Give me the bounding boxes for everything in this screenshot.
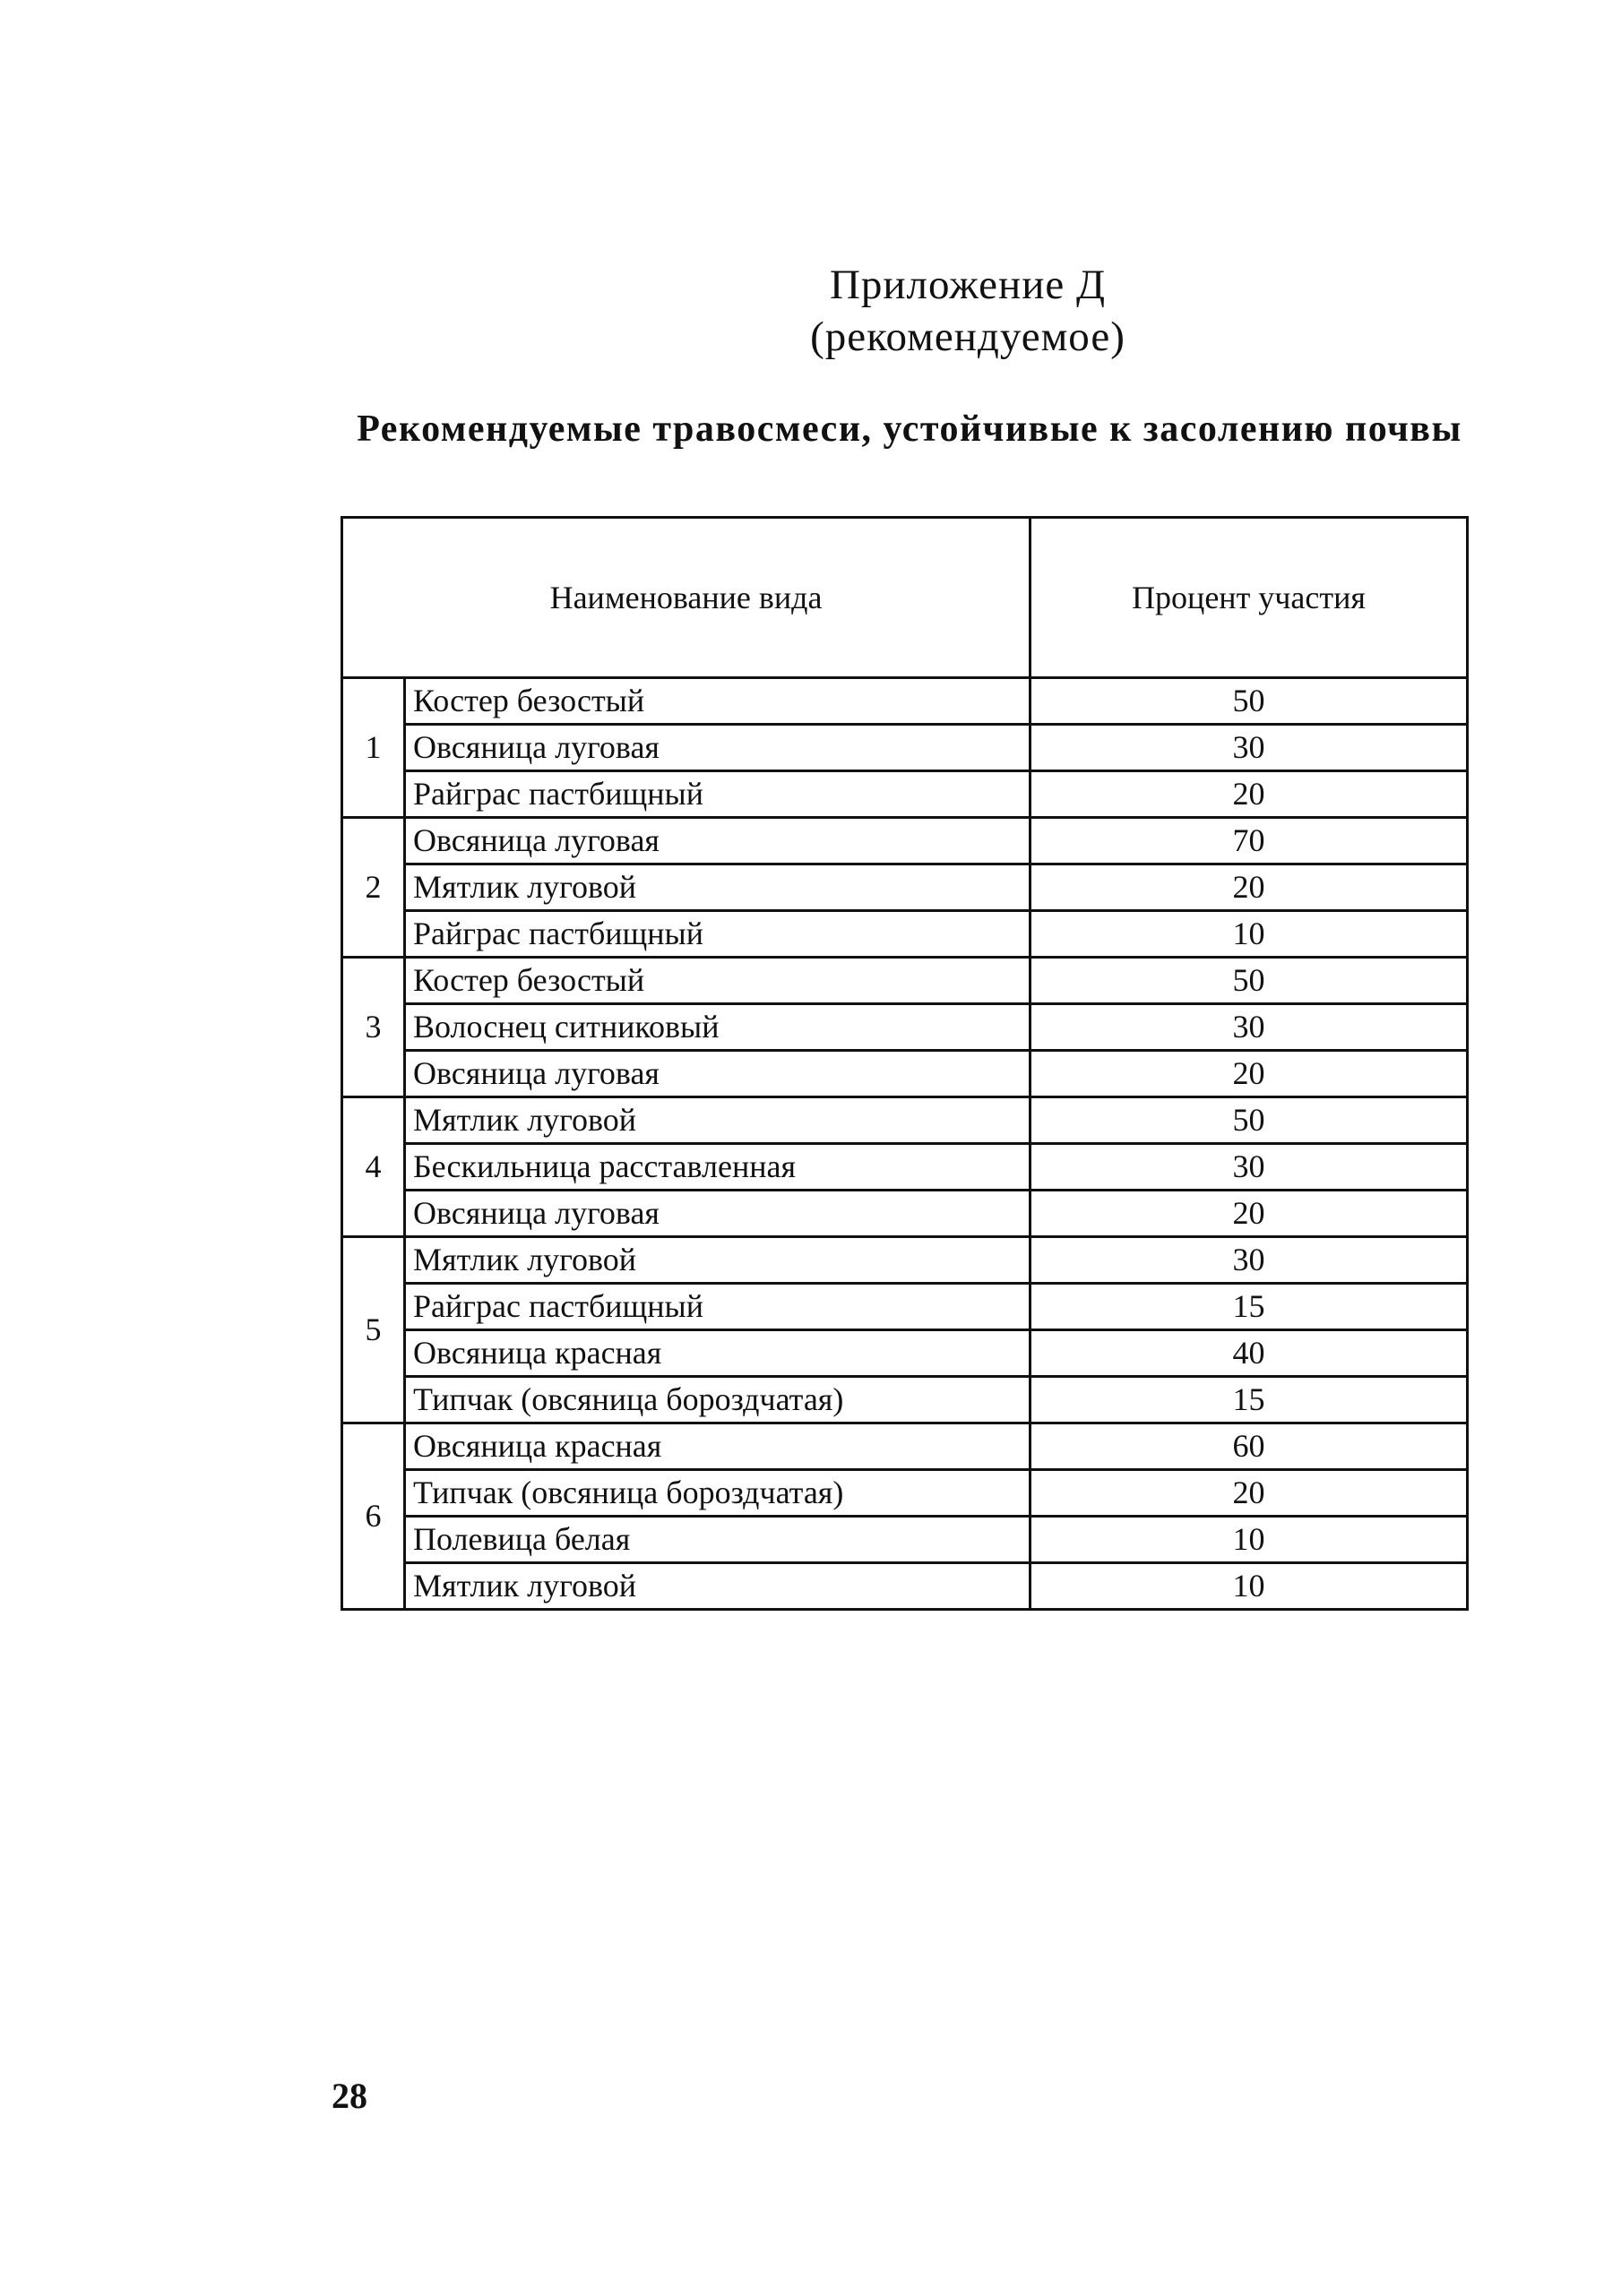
page-number: 28 [332,2076,367,2116]
species-percent-cell: 20 [1031,771,1468,818]
species-name-cell: Костер безостый [405,678,1031,725]
header-species: Наименование вида [342,518,1031,678]
species-percent-cell: 30 [1031,1144,1468,1191]
species-percent-cell: 20 [1031,1051,1468,1097]
species-percent-cell: 20 [1031,1470,1468,1517]
table-row [342,1330,1468,1377]
table-row [342,1097,1468,1144]
table-row [342,678,1468,725]
species-name-cell: Овсяница красная [405,1330,1031,1377]
species-name-cell: Райграс пастбищный [405,911,1031,958]
species-percent-cell: 50 [1031,678,1468,725]
species-name-cell: Овсяница луговая [405,818,1031,864]
table-row [342,1377,1468,1423]
table-row [342,1191,1468,1237]
species-name-cell: Бескильница расставленная [405,1144,1031,1191]
grass-mix-table [341,516,1469,1611]
species-percent-cell: 30 [1031,1004,1468,1051]
species-name-cell: Райграс пастбищный [405,771,1031,818]
species-percent-cell: 40 [1031,1330,1468,1377]
species-name-cell: Типчак (овсяница бороздчатая) [405,1377,1031,1423]
species-percent-cell: 10 [1031,1517,1468,1563]
table-row [342,1517,1468,1563]
document-title: Рекомендуемые травосмеси, устойчивые к засолению почвы [357,408,1462,450]
mix-number: 6 [342,1423,405,1610]
species-percent-cell: 30 [1031,725,1468,771]
species-percent-cell: 15 [1031,1284,1468,1330]
table-row [342,1470,1468,1517]
mix-number: 1 [342,678,405,818]
species-name-cell: Овсяница красная [405,1423,1031,1470]
species-percent-cell: 10 [1031,1563,1468,1610]
species-percent-cell: 70 [1031,818,1468,864]
table-row [342,1563,1468,1610]
table-row [342,1051,1468,1097]
mix-number: 5 [342,1237,405,1423]
species-percent-cell: 50 [1031,958,1468,1004]
species-name-cell: Типчак (овсяница бороздчатая) [405,1470,1031,1517]
table-header-row [342,518,1468,678]
species-percent-cell: 50 [1031,1097,1468,1144]
species-name-cell: Полевица белая [405,1517,1031,1563]
mix-number: 3 [342,958,405,1097]
species-name-cell: Овсяница луговая [405,1051,1031,1097]
species-name-cell: Райграс пастбищный [405,1284,1031,1330]
table-row [342,771,1468,818]
table-row [342,818,1468,864]
species-percent-cell: 10 [1031,911,1468,958]
table-row [342,958,1468,1004]
table-row [342,1284,1468,1330]
species-percent-cell: 15 [1031,1377,1468,1423]
species-percent-cell: 20 [1031,864,1468,911]
species-name-cell: Овсяница луговая [405,725,1031,771]
species-name-cell: Мятлик луговой [405,1097,1031,1144]
table-row [342,1423,1468,1470]
species-name-cell: Мятлик луговой [405,1237,1031,1284]
species-name-cell: Мятлик луговой [405,1563,1031,1610]
species-percent-cell: 20 [1031,1191,1468,1237]
table-row [342,1004,1468,1051]
table-body [342,678,1468,1610]
table-row [342,911,1468,958]
species-name-cell: Волоснец ситниковый [405,1004,1031,1051]
species-percent-cell: 30 [1031,1237,1468,1284]
table-row [342,725,1468,771]
table-row [342,1237,1468,1284]
appendix-title: Приложение Д [829,262,1107,308]
species-percent-cell: 60 [1031,1423,1468,1470]
table-row [342,864,1468,911]
mix-number: 2 [342,818,405,958]
species-name-cell: Костер безостый [405,958,1031,1004]
species-name-cell: Овсяница луговая [405,1191,1031,1237]
table-row [342,1144,1468,1191]
appendix-subtitle: (рекомендуемое) [810,314,1125,360]
mix-number: 4 [342,1097,405,1237]
species-name-cell: Мятлик луговой [405,864,1031,911]
header-percent: Процент участия [1031,518,1468,678]
